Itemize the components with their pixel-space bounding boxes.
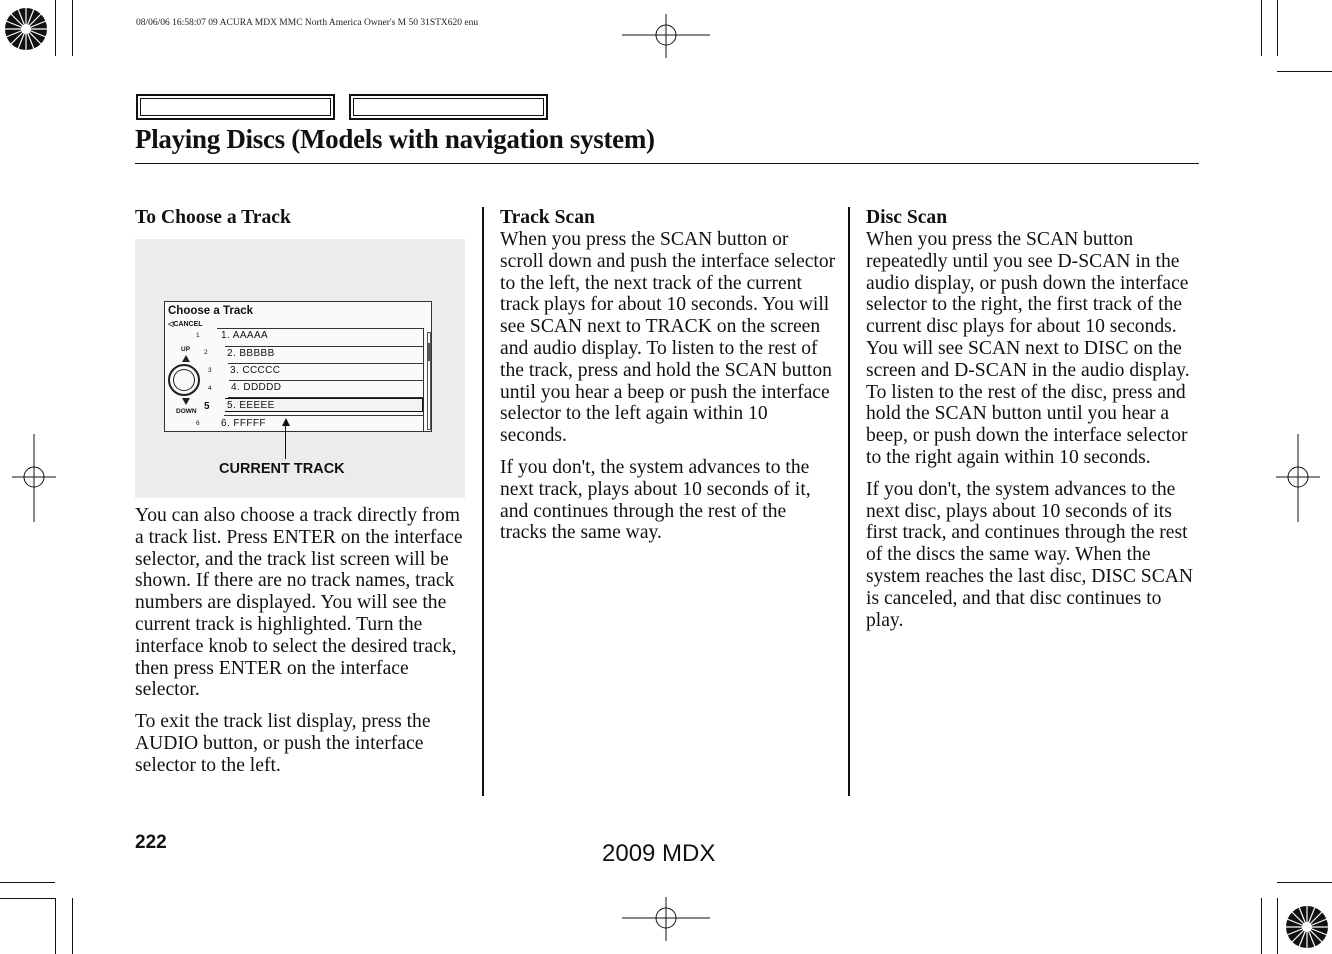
callout-leader-line — [285, 423, 286, 459]
column-divider — [482, 207, 484, 796]
track-item: 4. DDDDD — [231, 382, 282, 393]
column-choose-track-body — [135, 505, 470, 787]
up-arrow-icon — [182, 355, 190, 362]
registration-target-icon — [4, 7, 48, 51]
scroll-thumb — [428, 343, 430, 361]
section-tab-box — [349, 94, 548, 120]
paragraph: When you press the SCAN button repeatedly until you see D-SCAN in the audio display, or push down the interface selector to the right, the first track of the current disc plays for about 10 seconds. You will see SCAN next to DISC on the screen and D-SCAN in the audio display. To listen to the rest of the disc, press and hold the SCAN button until you hear a beep, or push down the interface selector to the right again within 10 seconds. — [866, 229, 1190, 468]
screen-title: Choose a Track — [168, 305, 254, 317]
print-job-header: 08/06/06 16:58:07 09 ACURA MDX MMC North America Owner's M 50 31STX620 enu — [136, 18, 479, 28]
position-number: 2 — [204, 349, 208, 356]
row-divider — [228, 363, 423, 364]
track-item: 1. AAAAA — [221, 330, 269, 341]
crosshair-icon — [12, 434, 56, 522]
position-number: 4 — [208, 385, 212, 392]
list-right-border — [423, 328, 424, 432]
current-track-callout: CURRENT TRACK — [219, 461, 345, 477]
paragraph: If you don't, the system advances to the next disc, plays about 10 seconds of its first track, and continues through the rest of the discs the same way. When the system reaches the last disc, DISC SCAN is canceled, and that disc continues to play. — [866, 478, 1194, 631]
track-item: 2. BBBBB — [227, 348, 275, 359]
crosshair-icon — [622, 897, 710, 941]
footer-model: 2009 MDX — [602, 840, 716, 867]
track-item: 3. CCCCC — [230, 365, 281, 376]
column-choose-track — [135, 207, 470, 229]
position-number: 6 — [196, 420, 200, 427]
list-scrollbar — [427, 332, 431, 430]
row-divider — [225, 346, 423, 347]
section-heading: To Choose a Track — [135, 207, 291, 228]
paragraph: You can also choose a track directly from a track list. Press ENTER on the interface selector, and the track list screen will be shown. If there are no track names, track numbers are displayed. You will see the current track is highlighted. Turn the interface knob to select the desired track, then press ENTER on the interface selector. — [135, 505, 463, 701]
paragraph: To exit the track list display, press the AUDIO button, or push the interface selector to the left. — [135, 711, 431, 776]
back-arrow-icon: ◁ — [168, 321, 174, 328]
page-title: Playing Discs (Models with navigation system) — [135, 124, 655, 154]
page-number: 222 — [135, 832, 167, 853]
row-divider — [224, 415, 423, 416]
column-divider — [848, 207, 850, 796]
registration-target-icon — [1285, 905, 1329, 949]
position-number: 1 — [196, 332, 200, 339]
title-rule — [135, 163, 1199, 164]
interface-knob-graphic — [165, 329, 215, 433]
nav-screen — [164, 301, 432, 432]
crosshair-icon — [622, 14, 710, 58]
paragraph: When you press the SCAN button or scroll down and push the interface selector to the left, the next track of the current track plays for about 10 seconds. You will see SCAN next to TRACK on the screen and audio display. To listen to the rest of the track, press and hold the SCAN button until you hear a beep or push the interface selector to the left again within 10 seconds. — [500, 229, 836, 447]
column-track-scan — [500, 207, 836, 554]
down-label: DOWN — [176, 408, 197, 415]
section-heading: Disc Scan — [866, 207, 948, 228]
track-item: 5. EEEEE — [227, 400, 275, 411]
cancel-text: CANCEL — [173, 321, 203, 328]
track-list-figure — [135, 239, 465, 498]
knob-icon — [168, 364, 200, 396]
row-divider — [217, 328, 423, 329]
position-number: 5 — [204, 401, 210, 412]
cancel-label — [168, 320, 203, 328]
down-arrow-icon — [182, 398, 190, 405]
section-tab-box — [136, 94, 335, 120]
column-disc-scan — [866, 207, 1199, 641]
callout-arrow-icon — [282, 418, 290, 426]
paragraph: If you don't, the system advances to the next track, plays about 10 seconds of it, and continues through the rest of the tracks the same way. — [500, 456, 811, 544]
track-item: 6. FFFFF — [221, 418, 266, 429]
crosshair-icon — [1276, 434, 1320, 522]
up-label: UP — [181, 346, 191, 353]
section-heading: Track Scan — [500, 207, 595, 228]
row-divider — [229, 380, 423, 381]
position-number: 3 — [208, 367, 212, 374]
